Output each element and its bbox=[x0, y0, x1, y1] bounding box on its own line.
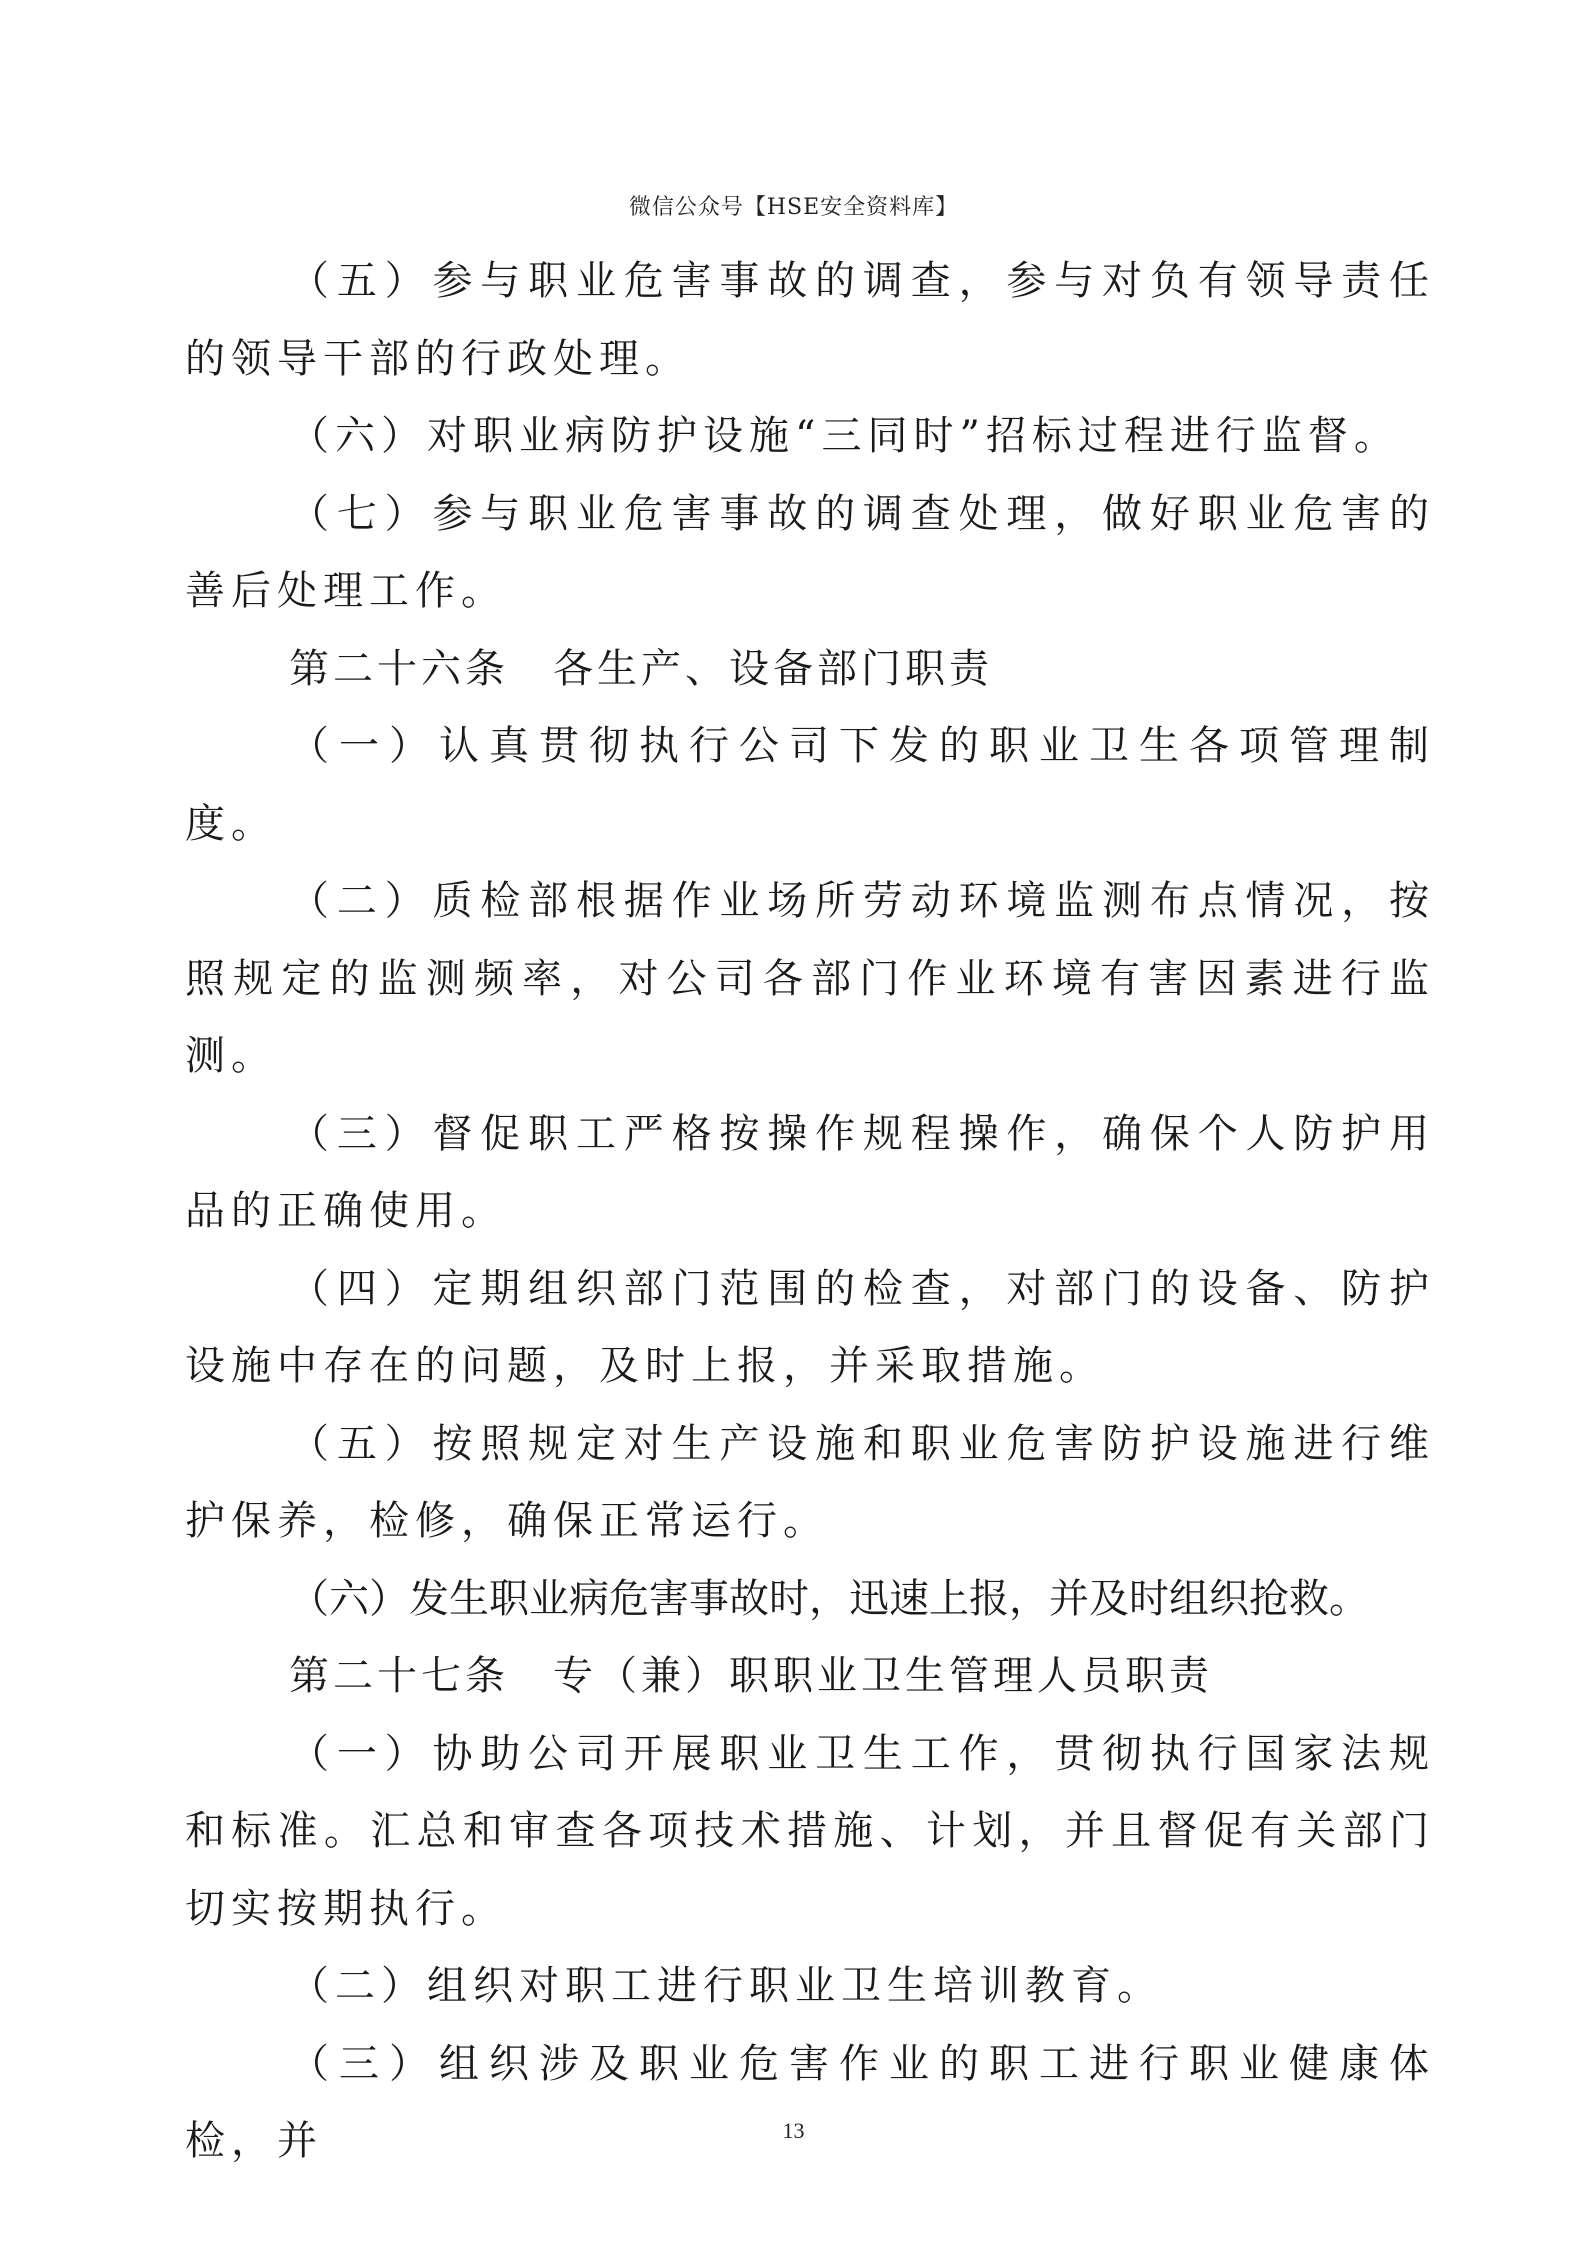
paragraph: （五）参与职业危害事故的调查，参与对负有领导责任的领导干部的行政处理。 bbox=[185, 258, 1435, 382]
page-number: 13 bbox=[782, 2118, 805, 2143]
paragraph: （七）参与职业危害事故的调查处理，做好职业危害的善后处理工作。 bbox=[185, 490, 1435, 614]
article-heading: 第二十六条 各生产、设备部门职责 bbox=[289, 645, 993, 692]
paragraph: （二）组织对职工进行职业卫生培训教育。 bbox=[289, 1963, 1163, 2009]
paragraph: （二）质检部根据作业场所劳动环境监测布点情况，按照规定的监测频率，对公司各部门作业环境有害因素进行监测。 bbox=[185, 878, 1435, 1079]
paragraph: （五）按照规定对生产设施和职业危害防护设施进行维护保养，检修，确保正常运行。 bbox=[185, 1420, 1435, 1544]
paragraph: （四）定期组织部门范围的检查，对部门的设备、防护设施中存在的问题，及时上报，并采取措施。 bbox=[185, 1265, 1435, 1389]
paragraph: （六）对职业病防护设施“三同时”招标过程进行监督。 bbox=[289, 413, 1400, 459]
document-body bbox=[185, 243, 1435, 2181]
paragraph: （六）发生职业病危害事故时，迅速上报，并及时组织抢救。 bbox=[289, 1575, 1369, 1622]
article-heading: 第二十七条 专（兼）职职业卫生管理人员职责 bbox=[289, 1653, 1213, 1699]
paragraph: （三）督促职工严格按操作规程操作，确保个人防护用品的正确使用。 bbox=[185, 1110, 1435, 1234]
paragraph: （一）协助公司开展职业卫生工作，贯彻执行国家法规和标准。汇总和审查各项技术措施、计划，并且督促有关部门切实按期执行。 bbox=[185, 1730, 1435, 1932]
page-header: 微信公众号【HSE安全资料库】 bbox=[628, 195, 959, 220]
paragraph: （一）认真贯彻执行公司下发的职业卫生各项管理制度。 bbox=[185, 723, 1435, 847]
paragraph: （三）组织涉及职业危害作业的职工进行职业健康体检，并 bbox=[185, 2040, 1435, 2164]
